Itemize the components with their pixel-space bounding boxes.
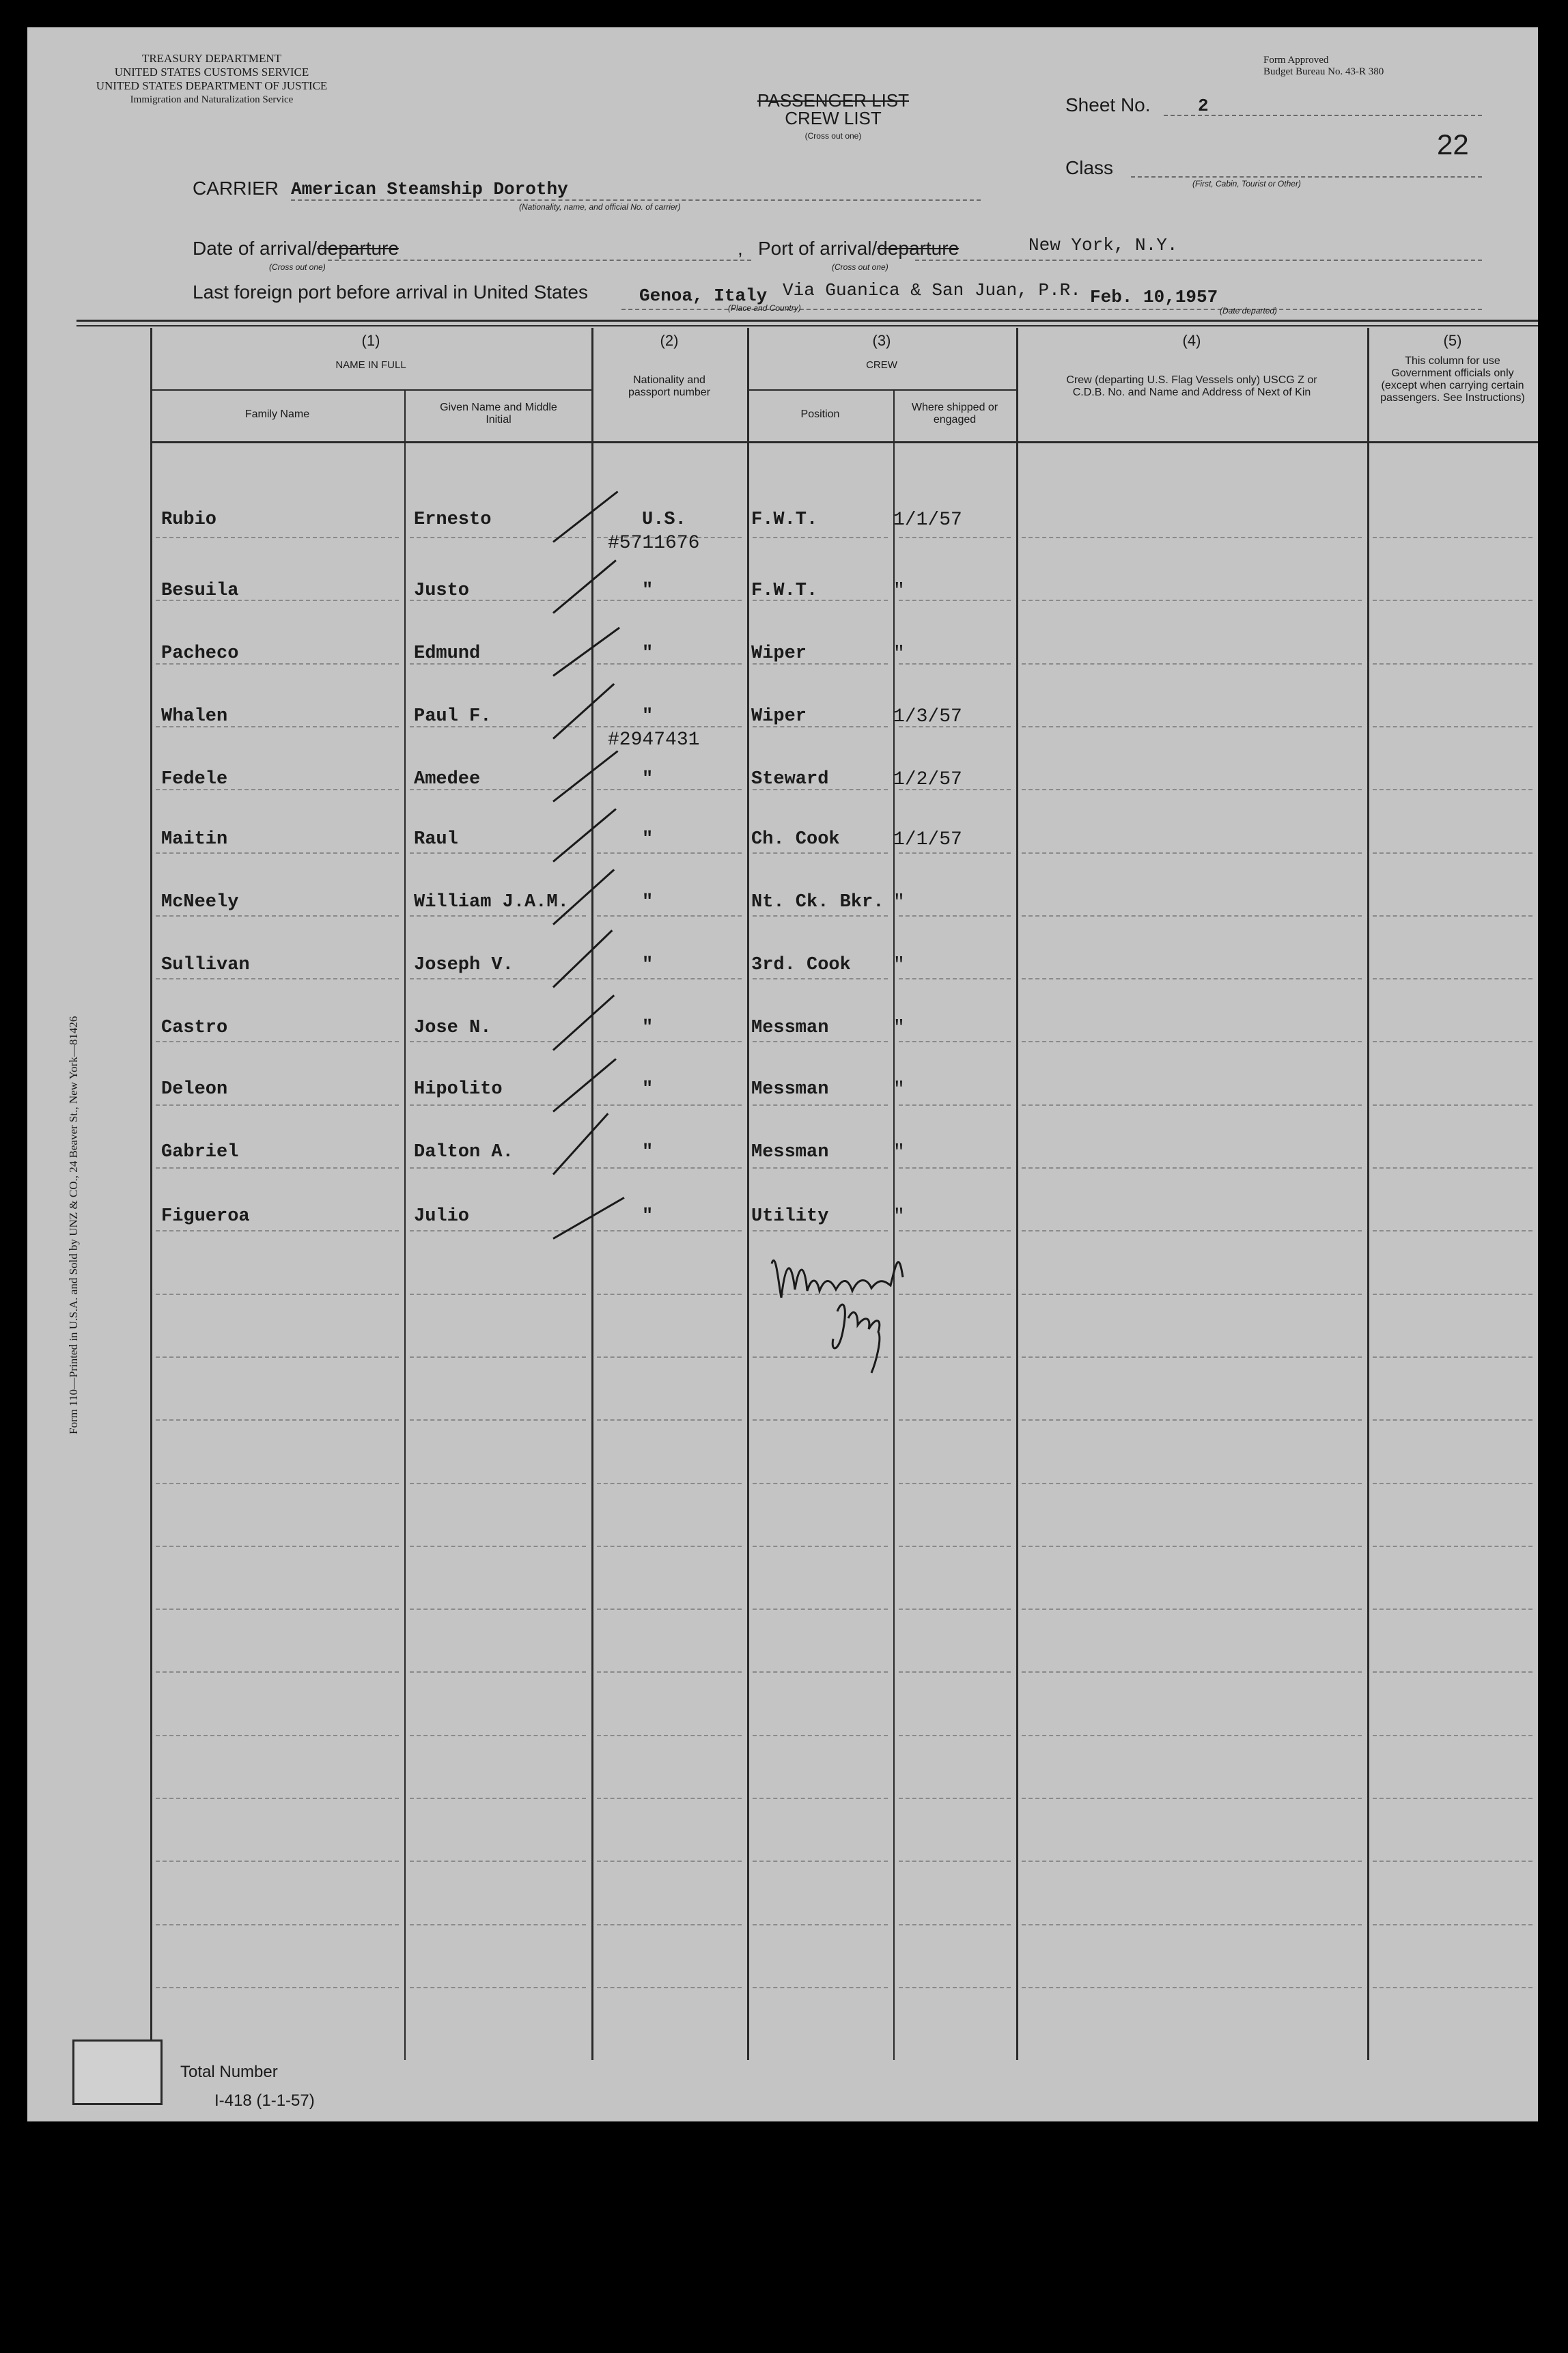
row-separator [753, 537, 888, 538]
comma-separator: , [738, 238, 743, 259]
row-separator [1373, 1294, 1532, 1295]
col5-number: (5) [1443, 332, 1462, 349]
row-separator [1022, 600, 1362, 601]
form-approved-label: Form Approved [1263, 55, 1329, 66]
row-separator [1022, 1798, 1362, 1799]
crew-list-form [27, 27, 1538, 2121]
row-separator [899, 1104, 1011, 1106]
row-separator [1373, 1041, 1532, 1042]
table-top-rule-1 [76, 320, 1538, 322]
where-shipped-cell: 1/2/57 [893, 769, 962, 790]
nationality-cell: " [642, 706, 654, 727]
row-separator [597, 726, 742, 727]
row-separator [1022, 663, 1362, 665]
row-separator [1022, 1861, 1362, 1862]
row-separator [410, 1609, 586, 1610]
row-separator [1022, 1167, 1362, 1169]
position-cell: Messman [751, 1018, 829, 1038]
row-separator [1022, 726, 1362, 727]
row-separator [156, 1167, 399, 1169]
family-name-cell: Deleon [161, 1079, 228, 1100]
row-separator [597, 1167, 742, 1169]
row-separator [899, 1987, 1011, 1988]
where-shipped-cell: 1/1/57 [893, 510, 962, 531]
col2-number: (2) [660, 332, 679, 349]
row-separator [1373, 726, 1532, 727]
row-separator [1022, 1356, 1362, 1358]
where-shipped-cell: " [893, 581, 905, 602]
sheet-dotted-line [1164, 115, 1482, 116]
form-code: I-418 (1-1-57) [214, 2091, 315, 2110]
row-separator [899, 1419, 1011, 1421]
given-name-cell: Jose N. [414, 1018, 492, 1038]
row-separator [753, 1419, 888, 1421]
nationality-cell: " [642, 581, 654, 601]
signature-stroke-1 [772, 1260, 903, 1298]
position-cell: Messman [751, 1079, 829, 1100]
row-separator [1022, 1735, 1362, 1736]
given-name-cell: William J.A.M. [414, 892, 569, 913]
row-separator [410, 1924, 586, 1925]
row-separator [1373, 1798, 1532, 1799]
class-hint: (First, Cabin, Tourist or Other) [1192, 179, 1301, 189]
family-name-cell: Castro [161, 1018, 228, 1038]
col-line-left [150, 328, 152, 2060]
row-separator [1373, 1167, 1532, 1169]
date-hint: (Cross out one) [269, 262, 326, 272]
row-separator [1022, 537, 1362, 538]
table-top-rule-2 [76, 325, 1538, 326]
row-separator [1022, 1294, 1362, 1295]
row-separator [156, 1609, 399, 1610]
row-separator [597, 1419, 742, 1421]
row-separator [156, 1104, 399, 1106]
row-separator [597, 1104, 742, 1106]
row-separator [156, 978, 399, 979]
row-separator [410, 1987, 586, 1988]
family-name-cell: Sullivan [161, 955, 250, 975]
total-number-box [72, 2039, 163, 2105]
row-separator [597, 1861, 742, 1862]
row-separator [899, 1167, 1011, 1169]
check-mark [552, 683, 615, 740]
row-separator [1373, 1861, 1532, 1862]
row-separator [753, 1167, 888, 1169]
row-separator [410, 1230, 586, 1231]
port-arrival-text: Port of arrival/ [758, 238, 878, 259]
family-name-cell: Rubio [161, 510, 217, 530]
last-port-label: Last foreign port before arrival in United States [193, 281, 588, 303]
row-separator [597, 1798, 742, 1799]
row-separator [597, 1356, 742, 1358]
last-port-value: Genoa, Italy [639, 286, 768, 306]
row-separator [410, 1735, 586, 1736]
position-cell: Wiper [751, 643, 807, 664]
family-name-cell: Gabriel [161, 1142, 239, 1162]
given-name-cell: Amedee [414, 769, 481, 790]
row-separator [156, 915, 399, 917]
check-mark [552, 808, 617, 862]
row-separator [410, 1294, 586, 1295]
given-name-cell: Raul [414, 829, 458, 850]
row-separator [1373, 1546, 1532, 1547]
row-separator [597, 663, 742, 665]
passenger-list-label: PASSENGER LIST [757, 90, 910, 111]
row-separator [410, 852, 586, 854]
row-separator [410, 1861, 586, 1862]
check-mark [552, 559, 617, 613]
row-separator [899, 1041, 1011, 1042]
row-separator [597, 1987, 742, 1988]
cross-out-hint: (Cross out one) [804, 131, 862, 141]
row-separator [899, 663, 1011, 665]
port-value: New York, N.Y. [1028, 235, 1178, 255]
budget-label: Budget Bureau No. 43-R 380 [1263, 66, 1384, 77]
row-separator [597, 1546, 742, 1547]
nationality-cell: " [642, 769, 654, 790]
check-mark [552, 627, 620, 677]
row-separator [1022, 1671, 1362, 1673]
row-separator [1022, 1041, 1362, 1042]
form-approved-block [1263, 55, 1384, 78]
position-cell: F.W.T. [751, 510, 818, 530]
row-separator [753, 1041, 888, 1042]
row-separator [899, 1671, 1011, 1673]
row-separator [753, 1861, 888, 1862]
row-separator [1373, 1356, 1532, 1358]
sheet-label: Sheet No. [1065, 94, 1151, 115]
row-separator [597, 1671, 742, 1673]
col-line-3-4 [1016, 328, 1018, 2060]
row-separator [597, 1483, 742, 1484]
row-separator [597, 1041, 742, 1042]
row-separator [1373, 1230, 1532, 1231]
row-separator [899, 1735, 1011, 1736]
passport-number-cell: #5711676 [608, 533, 700, 554]
family-name-cell: Maitin [161, 829, 228, 850]
check-mark [552, 750, 618, 802]
row-separator [156, 1356, 399, 1358]
row-separator [156, 1798, 399, 1799]
where-shipped-cell: " [893, 892, 905, 913]
row-separator [753, 1483, 888, 1484]
row-separator [753, 1230, 888, 1231]
position-cell: F.W.T. [751, 581, 818, 601]
row-separator [1373, 1104, 1532, 1106]
where-shipped-cell: " [893, 643, 905, 665]
position-cell: Ch. Cook [751, 829, 840, 850]
row-separator [1373, 663, 1532, 665]
side-print: Form 110—Printed in U.S.A. and Sold by UNZ & CO., 24 Beaver St., New York—81426 [67, 1016, 80, 1434]
row-separator [1373, 1609, 1532, 1610]
header-bottom-rule [150, 441, 1538, 443]
where-shipped-cell: " [893, 1206, 905, 1227]
row-separator [597, 978, 742, 979]
position-cell: Utility [751, 1206, 829, 1227]
row-separator [410, 1483, 586, 1484]
given-name-cell: Joseph V. [414, 955, 514, 975]
where-shipped-cell: 1/1/57 [893, 829, 962, 850]
date-arrival-label [193, 238, 399, 260]
row-separator [156, 1924, 399, 1925]
row-separator [1022, 978, 1362, 979]
date-arrival-text: Date of arrival/ [193, 238, 318, 259]
row-separator [753, 978, 888, 979]
row-separator [1022, 1104, 1362, 1106]
total-number-label: Total Number [180, 2063, 278, 2081]
row-separator [1373, 789, 1532, 790]
row-separator [1022, 1987, 1362, 1988]
row-separator [1373, 537, 1532, 538]
row-separator [899, 1924, 1011, 1925]
row-separator [899, 915, 1011, 917]
row-separator [753, 852, 888, 854]
row-separator [753, 1987, 888, 1988]
nationality-cell: " [642, 643, 654, 664]
row-separator [1022, 1230, 1362, 1231]
col1-number: (1) [361, 332, 380, 349]
col1-title: NAME IN FULL [335, 359, 406, 371]
col-line-family-given [404, 389, 406, 2060]
row-separator [753, 1671, 888, 1673]
row-separator [156, 1230, 399, 1231]
nationality-cell: " [642, 1142, 654, 1162]
where-shipped-cell: " [893, 1079, 905, 1100]
nationality-cell: " [642, 892, 654, 913]
port-departure-struck: departure [877, 238, 960, 259]
check-mark [552, 1113, 609, 1175]
row-separator [899, 1546, 1011, 1547]
row-separator [1373, 1987, 1532, 1988]
row-separator [753, 915, 888, 917]
col2-title: Nationality and passport number [628, 374, 711, 398]
row-separator [410, 1546, 586, 1547]
where-shipped-cell: " [893, 1018, 905, 1039]
justice-label: UNITED STATES DEPARTMENT OF JUSTICE [96, 79, 328, 92]
row-separator [1373, 1671, 1532, 1673]
col-line-4-5 [1367, 328, 1369, 2060]
row-separator [753, 1735, 888, 1736]
place-hint: (Place and Country) [728, 303, 801, 313]
page-number: 22 [1437, 128, 1469, 161]
row-separator [899, 1609, 1011, 1610]
row-separator [156, 537, 399, 538]
shipped-header: Where shipped or engaged [911, 402, 998, 426]
row-separator [156, 852, 399, 854]
given-name-cell: Justo [414, 581, 470, 601]
row-separator [753, 1609, 888, 1610]
row-separator [1373, 1419, 1532, 1421]
date-dotted-line [328, 260, 751, 261]
date-departed-hint: (Date departed) [1220, 306, 1278, 316]
given-name-header: Given Name and Middle Initial [440, 402, 557, 426]
position-cell: Messman [751, 1142, 829, 1162]
row-separator [156, 1546, 399, 1547]
given-name-cell: Julio [414, 1206, 470, 1227]
carrier-label: CARRIER [193, 178, 279, 199]
nationality-cell: " [642, 955, 654, 975]
row-separator [1373, 1735, 1532, 1736]
row-separator [1373, 852, 1532, 854]
where-shipped-cell: " [893, 955, 905, 976]
row-separator [899, 537, 1011, 538]
row-separator [597, 852, 742, 854]
port-dotted-line [915, 260, 1482, 261]
col3-number: (3) [872, 332, 891, 349]
row-separator [899, 852, 1011, 854]
passport-number-cell: #2947431 [608, 729, 700, 751]
given-name-cell: Hipolito [414, 1079, 503, 1100]
via-value: Via Guanica & San Juan, P.R. [783, 280, 1081, 301]
date-departed-value: Feb. 10,1957 [1090, 287, 1218, 307]
row-separator [899, 1230, 1011, 1231]
row-separator [899, 600, 1011, 601]
row-separator [156, 1987, 399, 1988]
treasury-label: TREASURY DEPARTMENT [141, 52, 282, 65]
where-shipped-cell: 1/3/57 [893, 706, 962, 727]
position-cell: Wiper [751, 706, 807, 727]
row-separator [1022, 1419, 1362, 1421]
row-separator [156, 1483, 399, 1484]
row-separator [410, 1671, 586, 1673]
row-separator [597, 1735, 742, 1736]
given-name-cell: Dalton A. [414, 1142, 514, 1162]
row-separator [156, 1419, 399, 1421]
crew-list-label: CREW LIST [785, 108, 882, 128]
class-dotted-line [1131, 176, 1482, 178]
row-separator [1022, 852, 1362, 854]
given-name-cell: Ernesto [414, 510, 492, 530]
row-separator [1373, 1483, 1532, 1484]
row-separator [156, 1861, 399, 1862]
family-name-cell: McNeely [161, 892, 239, 913]
row-separator [753, 1546, 888, 1547]
position-cell: 3rd. Cook [751, 955, 851, 975]
date-departure-struck: departure [317, 238, 399, 259]
position-cell: Nt. Ck. Bkr. [751, 892, 884, 913]
agency-block [75, 52, 348, 107]
row-separator [1022, 1483, 1362, 1484]
row-separator [1022, 915, 1362, 917]
family-name-header: Family Name [244, 408, 310, 420]
col-line-1-2 [591, 328, 593, 2060]
sheet-value: 2 [1198, 96, 1209, 116]
class-label: Class [1065, 157, 1114, 178]
row-separator [156, 1041, 399, 1042]
row-separator [899, 978, 1011, 979]
row-separator [1373, 915, 1532, 917]
row-separator [410, 1798, 586, 1799]
row-separator [1022, 1924, 1362, 1925]
ins-label: Immigration and Naturalization Service [130, 94, 294, 105]
family-name-cell: Whalen [161, 706, 228, 727]
row-separator [899, 1798, 1011, 1799]
row-separator [597, 1230, 742, 1231]
given-name-cell: Paul F. [414, 706, 492, 727]
row-separator [597, 1609, 742, 1610]
row-separator [410, 1356, 586, 1358]
port-arrival-label [758, 238, 959, 260]
header-subline-1 [150, 389, 591, 391]
carrier-hint: (Nationality, name, and official No. of carrier) [519, 202, 681, 212]
header-subline-3 [747, 389, 1016, 391]
row-separator [753, 1924, 888, 1925]
row-separator [597, 915, 742, 917]
col5-title: This column for use Government officials only (except when carrying certain passengers. See Instructions) [1380, 355, 1525, 404]
position-header: Position [800, 408, 840, 420]
nationality-cell: " [642, 1018, 654, 1038]
family-name-cell: Fedele [161, 769, 228, 790]
row-separator [410, 1419, 586, 1421]
nationality-cell: " [642, 1206, 654, 1227]
row-separator [597, 789, 742, 790]
signature-stroke-2 [832, 1305, 880, 1373]
row-separator [899, 1861, 1011, 1862]
given-name-cell: Edmund [414, 643, 481, 664]
row-separator [597, 600, 742, 601]
row-separator [753, 1104, 888, 1106]
where-shipped-cell: " [893, 1142, 905, 1163]
family-name-cell: Figueroa [161, 1206, 250, 1227]
inspector-signature [762, 1236, 967, 1387]
row-separator [156, 1671, 399, 1673]
family-name-cell: Besuila [161, 581, 239, 601]
nationality-cell: " [642, 829, 654, 850]
row-separator [753, 1798, 888, 1799]
row-separator [1373, 1924, 1532, 1925]
col-line-2-3 [747, 328, 749, 2060]
position-cell: Steward [751, 769, 829, 790]
row-separator [1373, 978, 1532, 979]
row-separator [1373, 600, 1532, 601]
family-name-cell: Pacheco [161, 643, 239, 664]
col4-title: Crew (departing U.S. Flag Vessels only) USCG Z or C.D.B. No. and Name and Address of Next of Kin [1066, 374, 1317, 398]
row-separator [597, 1294, 742, 1295]
row-separator [597, 1924, 742, 1925]
signature-text: Mursosl Insp [762, 1236, 766, 1237]
carrier-value: American Steamship Dorothy [291, 179, 568, 199]
col3-title: CREW [866, 359, 897, 371]
nationality-cell: U.S. [642, 510, 686, 530]
row-separator [1022, 1609, 1362, 1610]
list-type-block [738, 92, 929, 145]
check-mark [552, 1197, 624, 1240]
col4-number: (4) [1182, 332, 1201, 349]
row-separator [899, 1483, 1011, 1484]
nationality-cell: " [642, 1079, 654, 1100]
port-hint: (Cross out one) [832, 262, 888, 272]
customs-label: UNITED STATES CUSTOMS SERVICE [114, 66, 309, 79]
row-separator [1022, 1546, 1362, 1547]
carrier-dotted-line [291, 199, 981, 201]
row-separator [156, 1735, 399, 1736]
row-separator [156, 1294, 399, 1295]
row-separator [1022, 789, 1362, 790]
